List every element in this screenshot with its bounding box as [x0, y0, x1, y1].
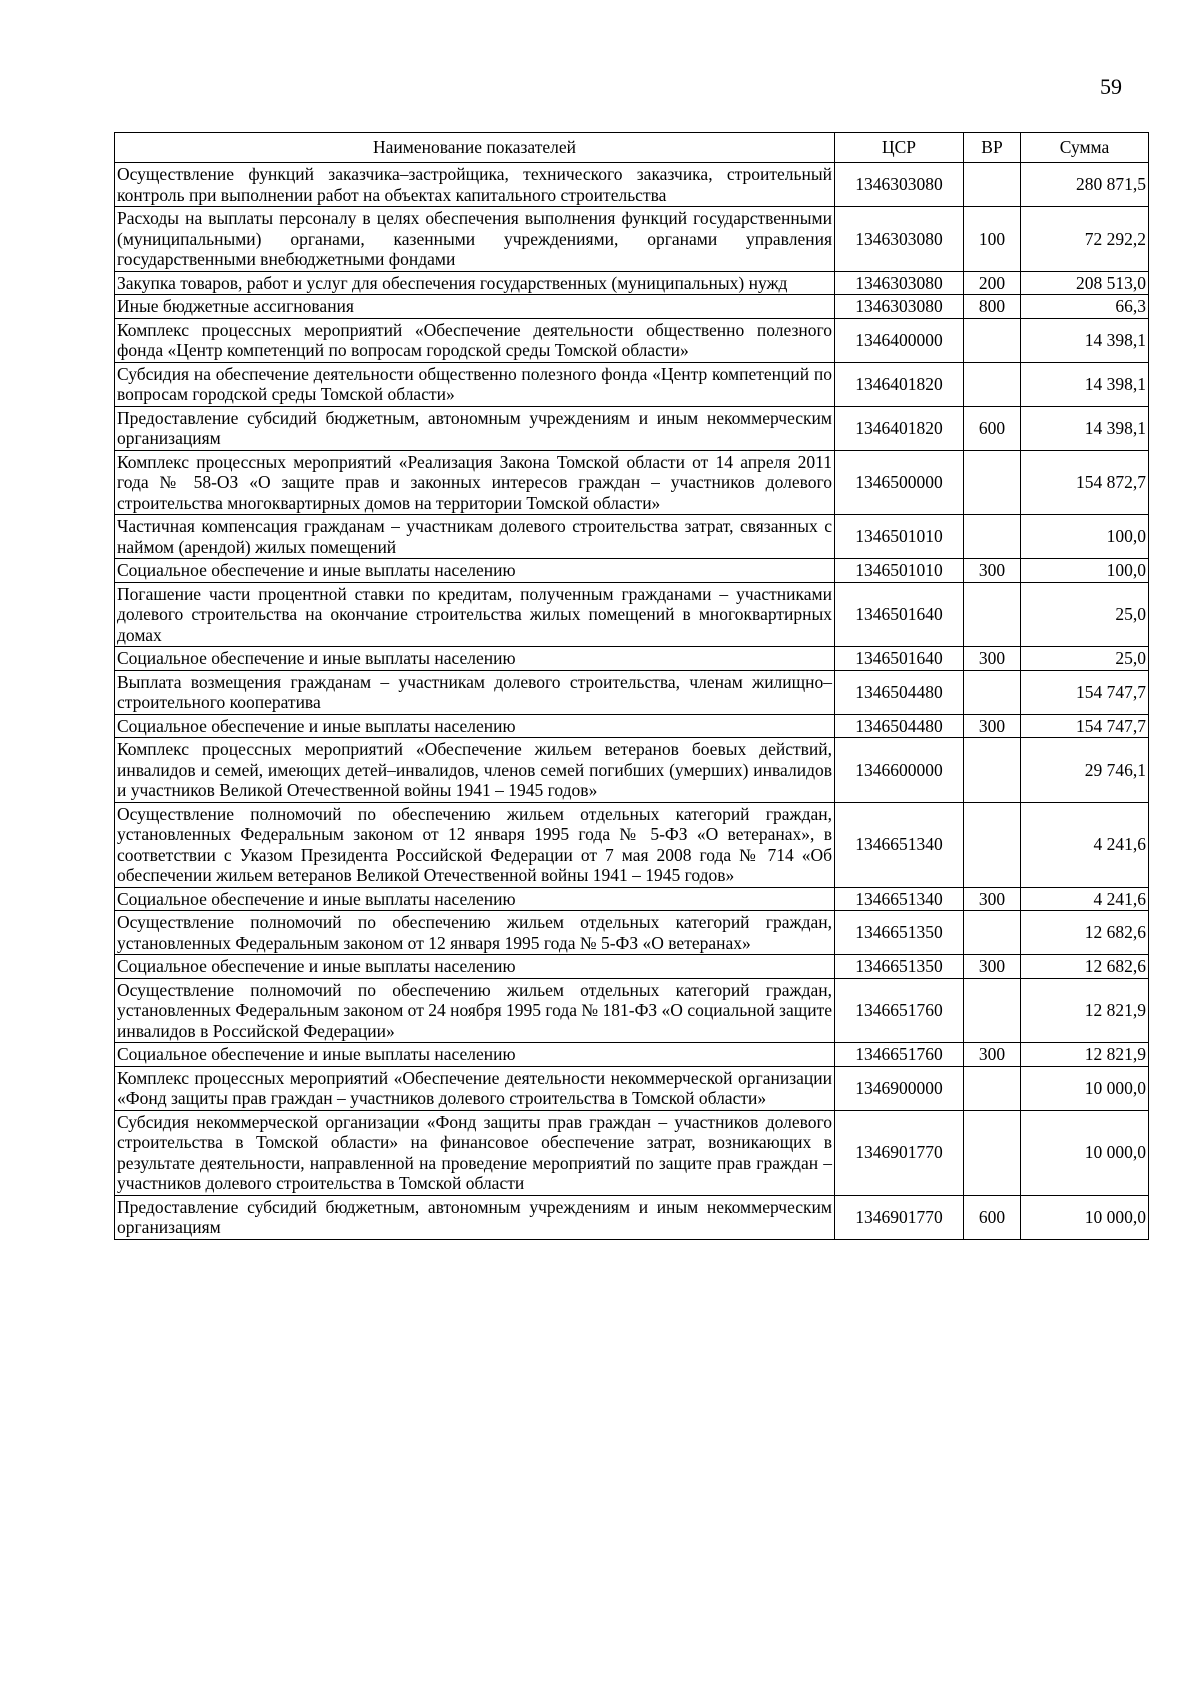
cell-name: Осуществление полномочий по обеспечению жильем отдельных категорий граждан, установленных Федеральным законом от 24 ноября 1995 года № 181-ФЗ «О социальной защите инвалидов в Российской Федерации»: [115, 978, 835, 1043]
cell-csr: 1346901770: [835, 1110, 964, 1195]
cell-sum: 14 398,1: [1021, 406, 1149, 450]
cell-sum: 25,0: [1021, 582, 1149, 647]
cell-vr: 300: [964, 559, 1021, 583]
cell-sum: 154 747,7: [1021, 670, 1149, 714]
cell-vr: [964, 911, 1021, 955]
cell-sum: 12 821,9: [1021, 978, 1149, 1043]
cell-csr: 1346501640: [835, 582, 964, 647]
cell-sum: 12 682,6: [1021, 955, 1149, 979]
cell-sum: 14 398,1: [1021, 318, 1149, 362]
cell-name: Социальное обеспечение и иные выплаты населению: [115, 955, 835, 979]
cell-vr: [964, 1110, 1021, 1195]
table-row: [115, 714, 1149, 738]
table-row: [115, 295, 1149, 319]
cell-csr: 1346651350: [835, 911, 964, 955]
table-row: [115, 1043, 1149, 1067]
cell-name: Расходы на выплаты персоналу в целях обеспечения выполнения функций государственными (муниципальными) органами, казенными учреждениями, органами управления государственными внебюджетными фондами: [115, 207, 835, 272]
cell-csr: 1346501010: [835, 515, 964, 559]
cell-csr: 1346504480: [835, 714, 964, 738]
table-row: [115, 318, 1149, 362]
cell-vr: [964, 802, 1021, 887]
cell-name: Предоставление субсидий бюджетным, автономным учреждениям и иным некоммерческим организациям: [115, 406, 835, 450]
header-csr: ЦСР: [835, 133, 964, 163]
cell-vr: 200: [964, 271, 1021, 295]
cell-csr: 1346501010: [835, 559, 964, 583]
cell-csr: 1346500000: [835, 450, 964, 515]
cell-sum: 208 513,0: [1021, 271, 1149, 295]
cell-vr: [964, 978, 1021, 1043]
cell-vr: [964, 163, 1021, 207]
cell-name: Осуществление функций заказчика–застройщика, технического заказчика, строительный контроль при выполнении работ на объектах капитального строительства: [115, 163, 835, 207]
cell-sum: 12 682,6: [1021, 911, 1149, 955]
cell-name: Комплекс процессных мероприятий «Обеспечение деятельности некоммерческой организации «Фонд защиты прав граждан – участников долевого строительства в Томской области»: [115, 1066, 835, 1110]
cell-vr: 300: [964, 887, 1021, 911]
cell-csr: 1346651350: [835, 955, 964, 979]
cell-name: Субсидия некоммерческой организации «Фонд защиты прав граждан – участников долевого строительства в Томской области» на финансовое обеспечение затрат, возникающих в результате деятельности, направленной на проведение мероприятий по защите прав граждан – участников долевого строительства в Томской области: [115, 1110, 835, 1195]
cell-vr: 300: [964, 714, 1021, 738]
cell-sum: 29 746,1: [1021, 738, 1149, 803]
cell-name: Погашение части процентной ставки по кредитам, полученным гражданами – участниками долевого строительства на окончание строительства жилых помещений в многоквартирных домах: [115, 582, 835, 647]
table-row: [115, 1066, 1149, 1110]
table-row: [115, 911, 1149, 955]
cell-sum: 10 000,0: [1021, 1066, 1149, 1110]
cell-sum: 100,0: [1021, 559, 1149, 583]
cell-vr: 300: [964, 1043, 1021, 1067]
cell-csr: 1346600000: [835, 738, 964, 803]
header-name: Наименование показателей: [115, 133, 835, 163]
table-row: [115, 647, 1149, 671]
table-row: [115, 515, 1149, 559]
table-row: [115, 802, 1149, 887]
cell-name: Субсидия на обеспечение деятельности общественно полезного фонда «Центр компетенций по вопросам городской среды Томской области»: [115, 362, 835, 406]
cell-sum: 72 292,2: [1021, 207, 1149, 272]
cell-name: Комплекс процессных мероприятий «Обеспечение жильем ветеранов боевых действий, инвалидов и семей, имеющих детей–инвалидов, членов семей погибших (умерших) инвалидов и участников Великой Отечественной войны 1941 – 1945 годов»: [115, 738, 835, 803]
cell-sum: 66,3: [1021, 295, 1149, 319]
cell-name: Комплекс процессных мероприятий «Реализация Закона Томской области от 14 апреля 2011 года № 58-ОЗ «О защите прав и законных интересов граждан – участников долевого строительства многоквартирных домов на территории Томской области»: [115, 450, 835, 515]
cell-vr: 300: [964, 955, 1021, 979]
cell-sum: 280 871,5: [1021, 163, 1149, 207]
page-number: 59: [1100, 74, 1122, 99]
cell-sum: 154 747,7: [1021, 714, 1149, 738]
cell-name: Иные бюджетные ассигнования: [115, 295, 835, 319]
table-row: [115, 670, 1149, 714]
table-row: [115, 559, 1149, 583]
table-row: [115, 738, 1149, 803]
cell-vr: [964, 318, 1021, 362]
cell-csr: 1346901770: [835, 1195, 964, 1239]
cell-sum: 4 241,6: [1021, 887, 1149, 911]
cell-name: Социальное обеспечение и иные выплаты населению: [115, 647, 835, 671]
cell-csr: 1346651760: [835, 1043, 964, 1067]
cell-sum: 154 872,7: [1021, 450, 1149, 515]
cell-sum: 10 000,0: [1021, 1195, 1149, 1239]
table-row: [115, 1195, 1149, 1239]
cell-vr: 600: [964, 1195, 1021, 1239]
cell-csr: 1346401820: [835, 362, 964, 406]
cell-name: Закупка товаров, работ и услуг для обеспечения государственных (муниципальных) нужд: [115, 271, 835, 295]
cell-vr: 600: [964, 406, 1021, 450]
header-vr: ВР: [964, 133, 1021, 163]
cell-vr: [964, 515, 1021, 559]
cell-csr: 1346303080: [835, 295, 964, 319]
cell-vr: [964, 450, 1021, 515]
table-row: [115, 978, 1149, 1043]
table-row: [115, 582, 1149, 647]
cell-name: Осуществление полномочий по обеспечению жильем отдельных категорий граждан, установленных Федеральным законом от 12 января 1995 года № 5-ФЗ «О ветеранах»: [115, 911, 835, 955]
cell-vr: 800: [964, 295, 1021, 319]
cell-csr: 1346501640: [835, 647, 964, 671]
cell-name: Комплекс процессных мероприятий «Обеспечение деятельности общественно полезного фонда «Центр компетенций по вопросам городской среды Томской области»: [115, 318, 835, 362]
cell-csr: 1346400000: [835, 318, 964, 362]
cell-csr: 1346303080: [835, 271, 964, 295]
cell-name: Социальное обеспечение и иные выплаты населению: [115, 887, 835, 911]
cell-csr: 1346900000: [835, 1066, 964, 1110]
cell-vr: [964, 582, 1021, 647]
cell-csr: 1346504480: [835, 670, 964, 714]
cell-vr: [964, 738, 1021, 803]
header-sum: Сумма: [1021, 133, 1149, 163]
cell-name: Выплата возмещения гражданам – участникам долевого строительства, членам жилищно–строительного кооператива: [115, 670, 835, 714]
cell-vr: [964, 670, 1021, 714]
cell-name: Социальное обеспечение и иные выплаты населению: [115, 559, 835, 583]
table-row: [115, 362, 1149, 406]
cell-vr: [964, 362, 1021, 406]
cell-sum: 4 241,6: [1021, 802, 1149, 887]
cell-name: Социальное обеспечение и иные выплаты населению: [115, 714, 835, 738]
table-row: [115, 406, 1149, 450]
cell-name: Социальное обеспечение и иные выплаты населению: [115, 1043, 835, 1067]
cell-csr: 1346651340: [835, 887, 964, 911]
cell-name: Частичная компенсация гражданам – участникам долевого строительства затрат, связанных с наймом (арендой) жилых помещений: [115, 515, 835, 559]
table-row: [115, 271, 1149, 295]
cell-sum: 10 000,0: [1021, 1110, 1149, 1195]
cell-vr: 100: [964, 207, 1021, 272]
table-row: [115, 163, 1149, 207]
cell-vr: [964, 1066, 1021, 1110]
budget-table: [114, 132, 1149, 1240]
table-row: [115, 1110, 1149, 1195]
cell-sum: 25,0: [1021, 647, 1149, 671]
cell-name: Предоставление субсидий бюджетным, автономным учреждениям и иным некоммерческим организациям: [115, 1195, 835, 1239]
table-row: [115, 887, 1149, 911]
cell-name: Осуществление полномочий по обеспечению жильем отдельных категорий граждан, установленных Федеральным законом от 12 января 1995 года № 5-ФЗ «О ветеранах», в соответствии с Указом Президента Российской Федерации от 7 мая 2008 года № 714 «Об обеспечении жильем ветеранов Великой Отечественной войны 1941 – 1945 годов»: [115, 802, 835, 887]
cell-sum: 100,0: [1021, 515, 1149, 559]
cell-vr: 300: [964, 647, 1021, 671]
table-row: [115, 207, 1149, 272]
table-header-row: [115, 133, 1149, 163]
cell-csr: 1346401820: [835, 406, 964, 450]
cell-csr: 1346303080: [835, 207, 964, 272]
cell-csr: 1346651340: [835, 802, 964, 887]
table-row: [115, 955, 1149, 979]
table-row: [115, 450, 1149, 515]
cell-sum: 14 398,1: [1021, 362, 1149, 406]
cell-csr: 1346651760: [835, 978, 964, 1043]
cell-sum: 12 821,9: [1021, 1043, 1149, 1067]
cell-csr: 1346303080: [835, 163, 964, 207]
